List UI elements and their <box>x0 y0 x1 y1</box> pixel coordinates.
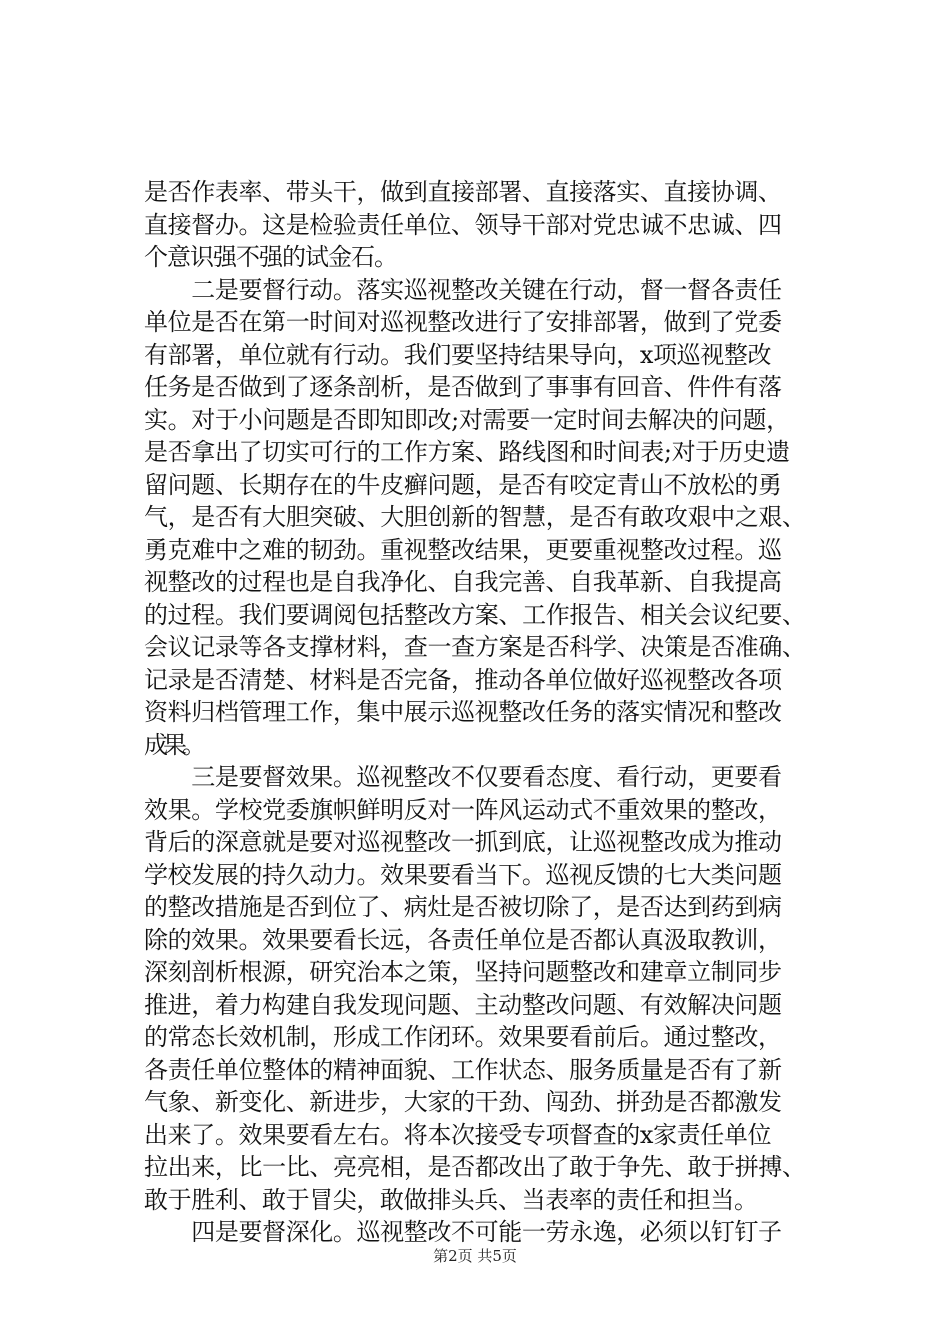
page-footer: 第2页 共5页 <box>433 1247 517 1265</box>
text-line: 效果。学校党委旗帜鲜明反对一阵风运动式不重效果的整改， <box>144 795 782 824</box>
text-line: 学校发展的持久动力。效果要看当下。巡视反馈的七大类问题 <box>144 860 782 889</box>
text-line: 除的效果。效果要看长远，各责任单位是否都认真汲取教训， <box>144 925 782 954</box>
text-line: 勇克难中之难的韧劲。重视整改结果，更要重视整改过程。巡 <box>144 535 782 564</box>
text-line: 是否作表率、带头干，做到直接部署、直接落实、直接协调、 <box>144 178 782 206</box>
text-line: 成果。 <box>144 730 201 759</box>
text-line: 推进，着力构建自我发现问题、主动整改问题、有效解决问题 <box>144 990 782 1019</box>
text-line: 拉出来，比一比、亮亮相，是否都改出了敢于争先、敢于拼搏、 <box>144 1153 806 1181</box>
text-line: 的整改措施是否到位了、病灶是否被切除了，是否达到药到病 <box>144 893 782 921</box>
text-line: 气，是否有大胆突破、大胆创新的智慧，是否有敢攻艰中之艰、 <box>144 503 806 531</box>
text-line: 气象、新变化、新进步，大家的干劲、闯劲、拼劲是否都激发 <box>144 1088 782 1116</box>
text-line: 三是要督效果。巡视整改不仅要看态度、看行动，更要看 <box>144 763 782 791</box>
text-line: 有部署，单位就有行动。我们要坚持结果导向，x项巡视整改 <box>144 340 772 369</box>
text-line: 留问题、长期存在的牛皮癣问题，是否有咬定青山不放松的勇 <box>144 470 782 499</box>
text-line: 各责任单位整体的精神面貌、工作状态、服务质量是否有了新 <box>144 1055 782 1084</box>
text-line: 会议记录等各支撑材料，查一查方案是否科学、决策是否准确、 <box>144 633 806 661</box>
text-line: 深刻剖析根源，研究治本之策，坚持问题整改和建章立制同步 <box>144 958 782 986</box>
text-line: 资料归档管理工作，集中展示巡视整改任务的落实情况和整改 <box>144 698 782 726</box>
text-line: 四是要督深化。巡视整改不可能一劳永逸，必须以钉钉子 <box>144 1218 782 1246</box>
text-line: 直接督办。这是检验责任单位、领导干部对党忠诚不忠诚、四 <box>144 210 782 239</box>
text-line: 记录是否清楚、材料是否完备，推动各单位做好巡视整改各项 <box>144 665 782 694</box>
text-line: 是否拿出了切实可行的工作方案、路线图和时间表;对于历史遗 <box>144 438 790 466</box>
text-line: 视整改的过程也是自我净化、自我完善、自我革新、自我提高 <box>144 568 782 596</box>
text-line: 的过程。我们要调阅包括整改方案、工作报告、相关会议纪要、 <box>144 600 806 629</box>
document-body <box>144 176 844 1249</box>
text-line: 的常态长效机制，形成工作闭环。效果要看前后。通过整改， <box>144 1023 782 1051</box>
text-line: 个意识强不强的试金石。 <box>144 243 397 271</box>
text-line: 背后的深意就是要对巡视整改一抓到底，让巡视整改成为推动 <box>144 828 782 856</box>
text-line: 二是要督行动。落实巡视整改关键在行动，督一督各责任 <box>144 275 782 304</box>
text-line: 实。对于小问题是否即知即改;对需要一定时间去解决的问题， <box>144 405 790 434</box>
text-line: 任务是否做到了逐条剖析，是否做到了事事有回音、件件有落 <box>144 373 782 401</box>
text-line: 敢于胜利、敢于冒尖，敢做排头兵、当表率的责任和担当。 <box>144 1185 758 1214</box>
text-line: 出来了。效果要看左右。将本次接受专项督查的x家责任单位 <box>144 1120 772 1149</box>
text-line: 单位是否在第一时间对巡视整改进行了安排部署，做到了党委 <box>144 308 782 336</box>
